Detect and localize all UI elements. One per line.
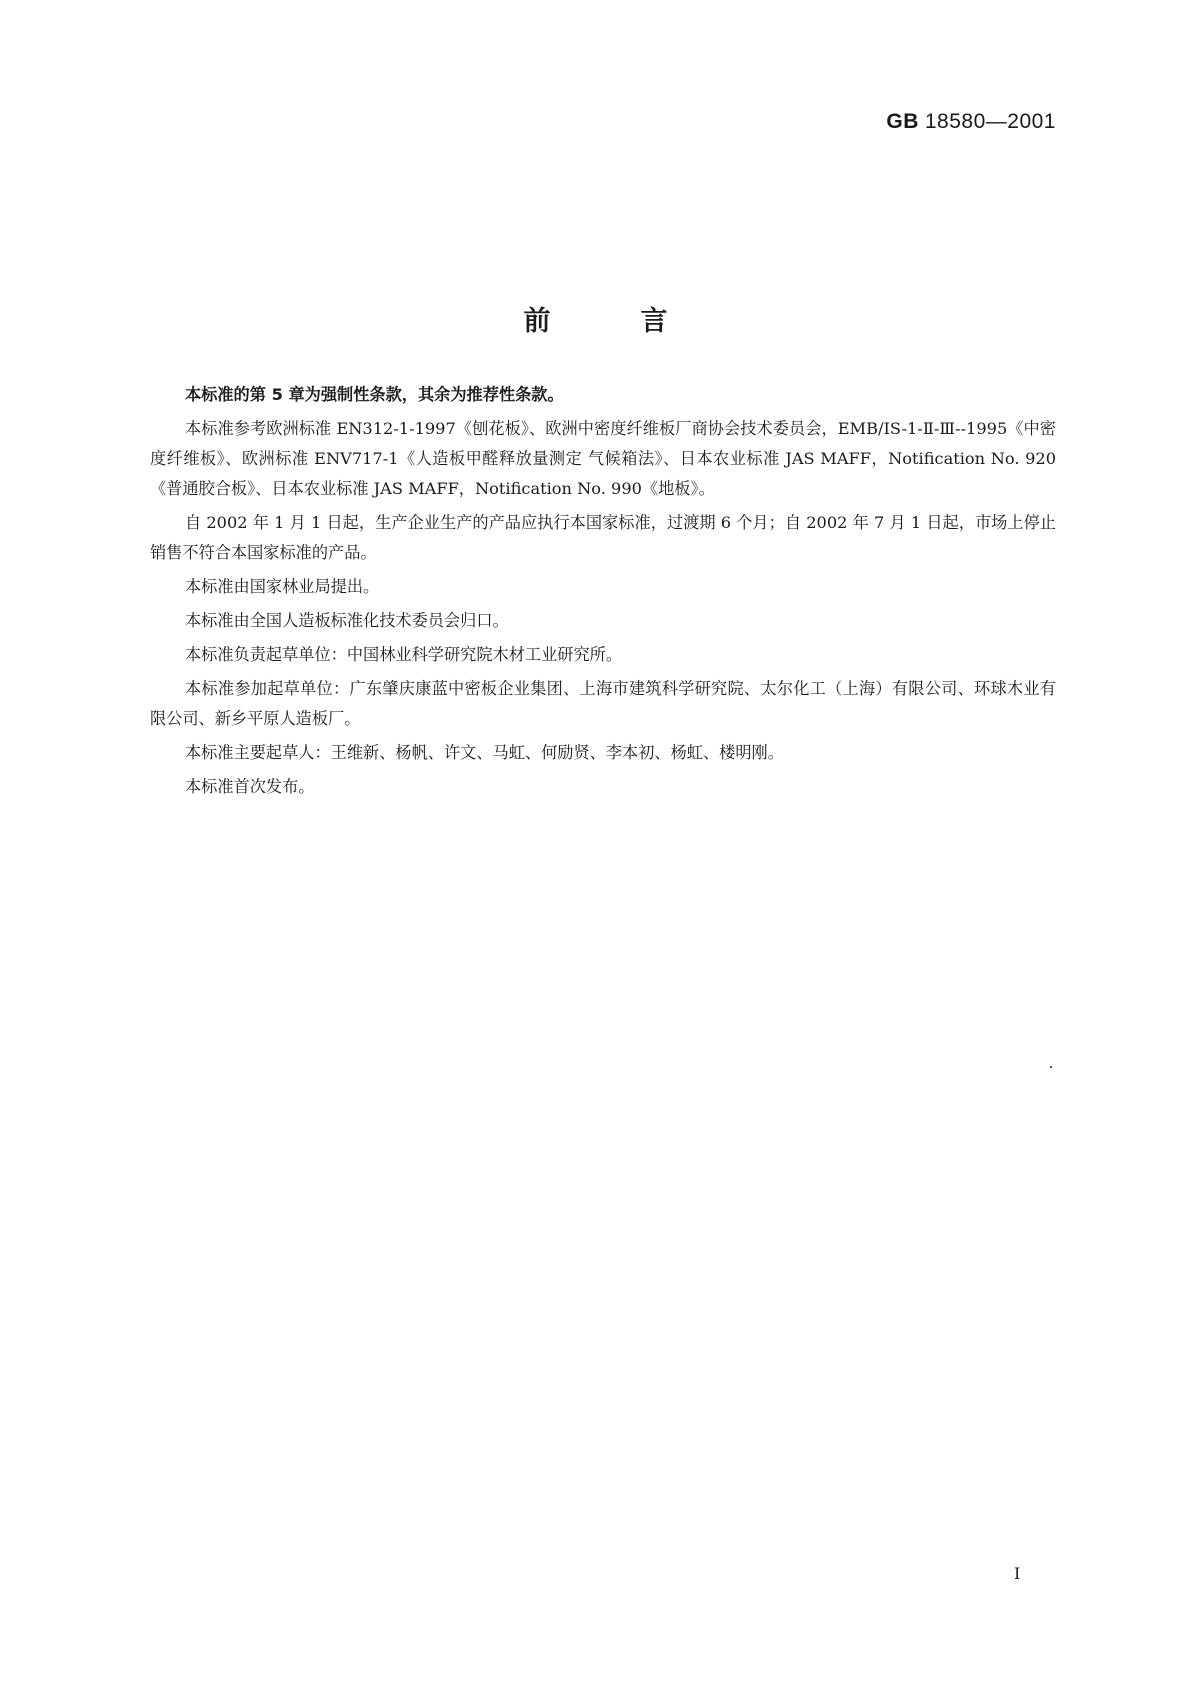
reference-standards-paragraph: 本标准参考欧洲标准 EN312-1-1997《刨花板》、欧洲中密度纤维板厂商协会技术委员会，EMB/IS-1-Ⅱ-Ⅲ--1995《中密度纤维板》、欧洲标准 ENV717-1《人造板甲醛释放量测定 气候箱法》、日本农业标准 JAS MAFF，Notification No. 920《普通胶合板》、日本农业标准 JAS MAFF，Notification No. 990《地板》。 (150, 418, 1056, 499)
first-release-paragraph: 本标准首次发布。 (185, 776, 315, 796)
standard-code (886, 110, 1056, 134)
proposer-paragraph: 本标准由国家林业局提出。 (185, 577, 380, 597)
foreword-body (150, 380, 1056, 805)
main-drafters-paragraph: 本标准主要起草人：王维新、杨帆、许文、马虹、何励贤、李本初、杨虹、楼明刚。 (185, 742, 784, 762)
standard-prefix: GB (886, 110, 919, 133)
effective-date-paragraph: 自 2002 年 1 月 1 日起，生产企业生产的产品应执行本国家标准，过渡期 6 个月；自 2002 年 7 月 1 日起，市场上停止销售不符合本国家标准的产品。 (150, 513, 1056, 563)
mandatory-clause-paragraph: 本标准的第 5 章为强制性条款，其余为推荐性条款。 (185, 385, 564, 404)
scan-speck (1050, 1066, 1052, 1068)
participating-drafters-paragraph: 本标准参加起草单位：广东肇庆康蓝中密板企业集团、上海市建筑科学研究院、太尔化工（上海）有限公司、环球木业有限公司、新乡平原人造板厂。 (150, 678, 1056, 728)
page-number: I (1014, 1564, 1021, 1583)
administrator-paragraph: 本标准由全国人造板标准化技术委员会归口。 (185, 611, 509, 631)
standard-number: 18580—2001 (924, 110, 1056, 133)
lead-drafter-paragraph: 本标准负责起草单位：中国林业科学研究院木材工业研究所。 (185, 644, 623, 664)
page-title: 前言 (523, 306, 758, 337)
